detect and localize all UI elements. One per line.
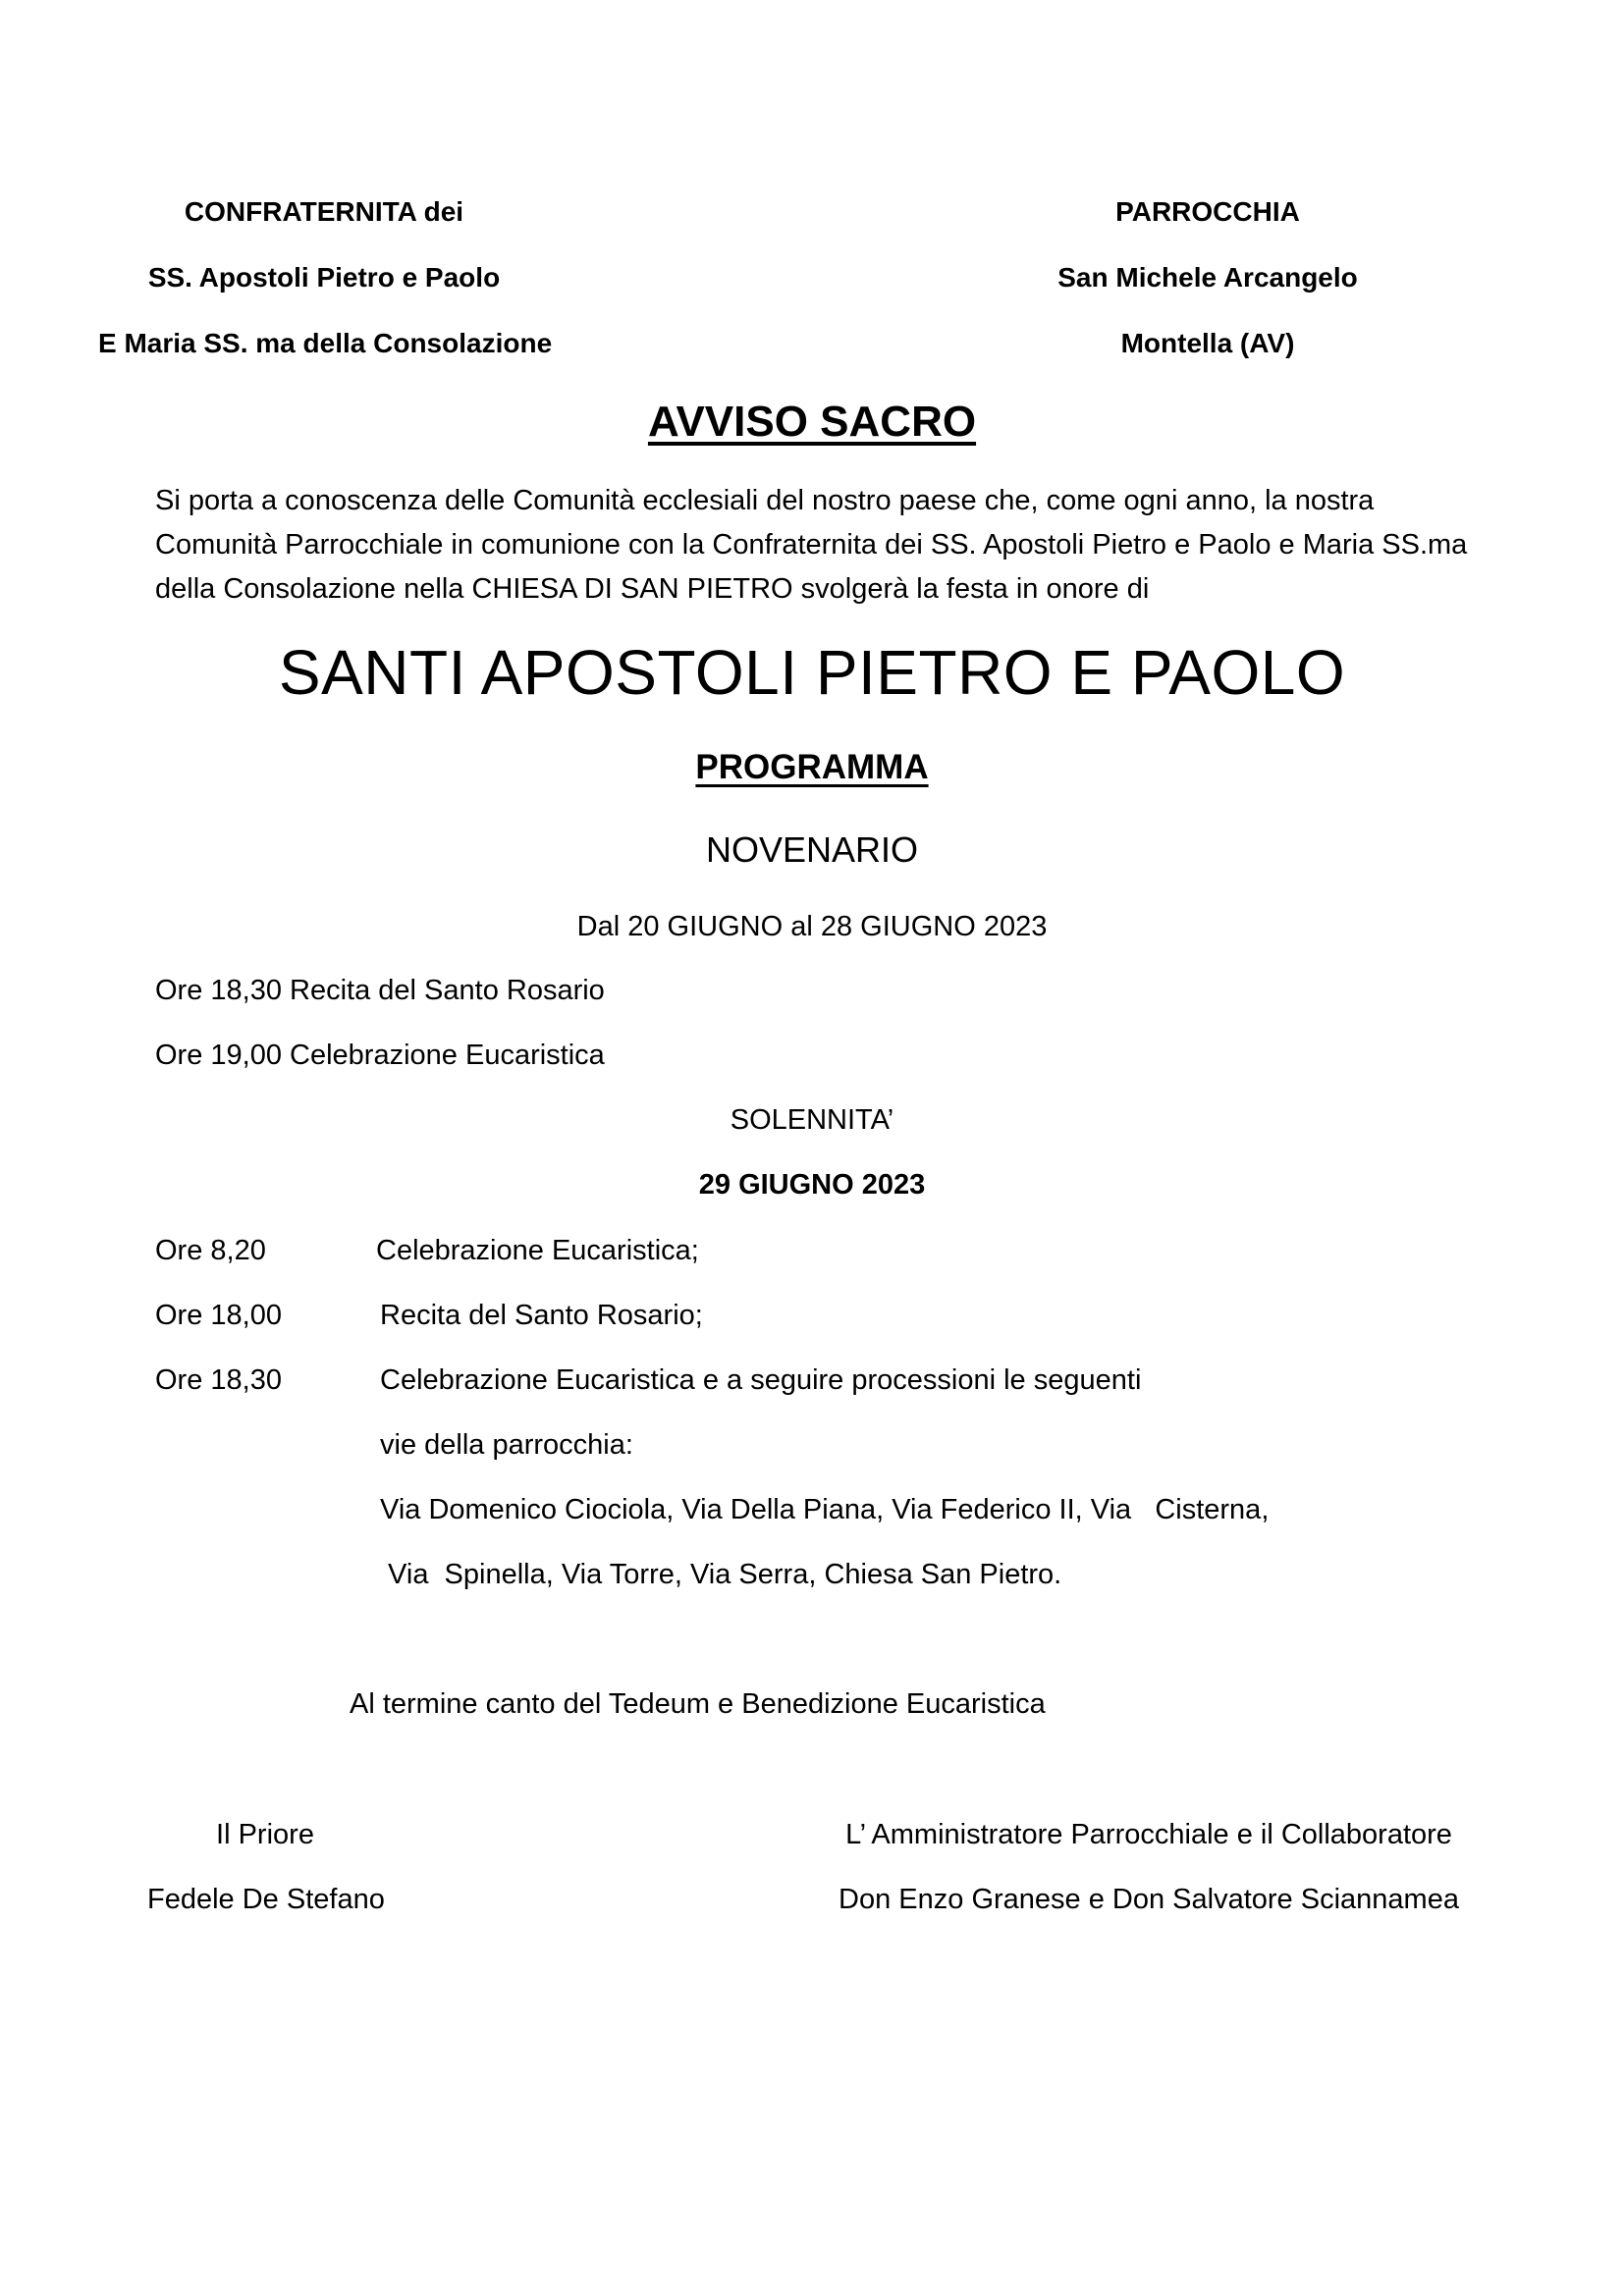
confraternita-line-1: CONFRATERNITA dei	[184, 196, 464, 227]
schedule-description: Celebrazione Eucaristica;	[376, 1235, 699, 1266]
confraternita-line-2: SS. Apostoli Pietro e Paolo	[147, 262, 501, 293]
priore-role: Il Priore	[216, 1819, 314, 1850]
intro-paragraph: Si porta a conoscenza delle Comunità ecclesiali del nostro paese che, come ogni anno, la nostra Comunità Parrocchiale in comunione con la Confraternita dei SS. Apostoli Pietro e Paolo e Maria SS.ma della Consolazione nella CHIESA DI SAN PIETRO svolgerà la festa in onore di	[155, 485, 1468, 605]
schedule-row	[155, 1364, 1432, 1404]
schedule-row	[155, 1235, 1432, 1274]
confraternita-line-3: E Maria SS. ma della Consolazione	[98, 328, 553, 358]
schedule-time: Ore 8,20	[155, 1235, 266, 1266]
novenario-dates: Dal 20 GIUGNO al 28 GIUGNO 2023	[576, 911, 1048, 942]
parrocchia-line-2: San Michele Arcangelo	[1057, 262, 1358, 293]
schedule-continuation: vie della parrocchia:	[380, 1429, 633, 1461]
parrocchia-line-3: Montella (AV)	[1120, 328, 1295, 358]
schedule-continuation: Via Spinella, Via Torre, Via Serra, Chiesa San Pietro.	[380, 1559, 1062, 1590]
novenario-item: Ore 19,00 Celebrazione Eucaristica	[155, 1040, 605, 1071]
parrocchia-line-1: PARROCCHIA	[1115, 196, 1300, 227]
schedule-row	[155, 1300, 1432, 1339]
schedule-time: Ore 18,00	[155, 1300, 282, 1331]
novenario-item: Ore 18,30 Recita del Santo Rosario	[155, 975, 605, 1006]
schedule-description: Celebrazione Eucaristica e a seguire processioni le seguenti	[380, 1364, 1142, 1396]
programma-title: PROGRAMMA	[695, 748, 929, 786]
schedule-continuation: Via Domenico Ciociola, Via Della Piana, Via Federico II, Via Cisterna,	[380, 1494, 1270, 1525]
priore-name: Fedele De Stefano	[147, 1884, 385, 1915]
solennita-title: SOLENNITA’	[730, 1104, 894, 1136]
schedule-description: Recita del Santo Rosario;	[380, 1300, 703, 1331]
notice-title: AVVISO SACRO	[647, 398, 977, 446]
schedule-time: Ore 18,30	[155, 1364, 282, 1396]
novenario-title: NOVENARIO	[705, 829, 919, 870]
closing-text: Al termine canto del Tedeum e Benedizione Eucaristica	[350, 1688, 1046, 1720]
feast-title: SANTI APOSTOLI PIETRO E PAOLO	[278, 637, 1346, 708]
administrator-role: L’ Amministratore Parrocchiale e il Collaboratore	[845, 1819, 1452, 1850]
administrator-name: Don Enzo Granese e Don Salvatore Sciannamea	[839, 1884, 1459, 1915]
solennita-date: 29 GIUGNO 2023	[698, 1169, 926, 1201]
